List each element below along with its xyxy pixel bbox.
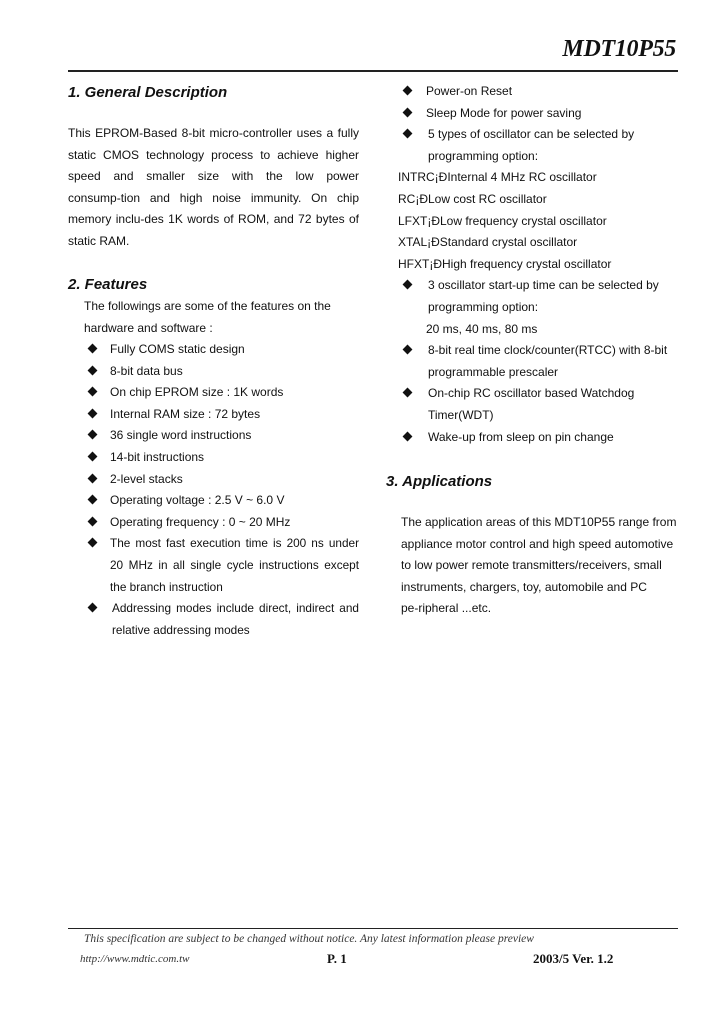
feature-text: 14-bit instructions bbox=[110, 449, 205, 464]
diamond-bullet-icon bbox=[88, 382, 102, 404]
feature-item bbox=[403, 275, 675, 318]
feature-item bbox=[88, 361, 359, 383]
feature-text: Wake-up from sleep on pin change bbox=[428, 429, 614, 444]
feature-item bbox=[88, 469, 359, 491]
applications-heading: 3. Applications bbox=[386, 473, 493, 490]
feature-text: 8-bit real time clock/counter(RTCC) with 8-bit programmable prescaler bbox=[428, 343, 668, 379]
oscillator-types-list bbox=[398, 167, 675, 275]
feature-item bbox=[403, 103, 675, 125]
applications-body bbox=[401, 512, 677, 620]
features-list-continued bbox=[398, 81, 675, 448]
footer-divider bbox=[68, 928, 678, 929]
feature-text: Addressing modes include direct, indirect and relative addressing modes bbox=[112, 601, 359, 637]
diamond-bullet-icon bbox=[403, 383, 417, 426]
diamond-bullet-icon bbox=[88, 361, 102, 383]
oscillator-type: XTAL¡ÐStandard crystal oscillator bbox=[398, 235, 578, 250]
features-intro-line: hardware and software : bbox=[84, 320, 213, 335]
oscillator-type: LFXT¡ÐLow frequency crystal oscillator bbox=[398, 213, 607, 228]
general-line: static CMOS technology process to achieve higher bbox=[68, 147, 359, 162]
feature-text: The most fast execution time is 200 ns under 20 MHz in all single cycle instructions except the branch instruction bbox=[110, 536, 359, 594]
feature-text: Operating frequency : 0 ~ 20 MHz bbox=[110, 514, 291, 529]
applications-line: instruments, chargers, toy, automobile and PC bbox=[401, 579, 647, 594]
diamond-bullet-icon bbox=[88, 598, 102, 641]
feature-text: 5 types of oscillator can be selected by programming option: bbox=[428, 127, 635, 163]
feature-text: Sleep Mode for power saving bbox=[426, 105, 582, 120]
diamond-bullet-icon bbox=[403, 81, 417, 103]
diamond-bullet-icon bbox=[88, 404, 102, 426]
features-intro-line: The followings are some of the features on the bbox=[84, 299, 331, 313]
diamond-bullet-icon bbox=[403, 427, 417, 449]
features-intro bbox=[84, 296, 359, 339]
general-line: static RAM. bbox=[68, 233, 130, 248]
feature-text: 2-level stacks bbox=[110, 471, 183, 486]
document-title: MDT10P55 bbox=[562, 36, 676, 62]
startup-times: 20 ms, 40 ms, 80 ms bbox=[426, 321, 538, 336]
feature-text: Power-on Reset bbox=[426, 84, 513, 98]
general-description-heading: 1. General Description bbox=[68, 84, 228, 101]
oscillator-type: RC¡ÐLow cost RC oscillator bbox=[398, 191, 547, 206]
oscillator-type: INTRC¡ÐInternal 4 MHz RC oscillator bbox=[398, 170, 597, 185]
general-line: consump-tion and high noise immunity. On chip bbox=[68, 190, 359, 205]
feature-item bbox=[88, 598, 359, 641]
oscillator-type: HFXT¡ÐHigh frequency crystal oscillator bbox=[398, 256, 612, 271]
diamond-bullet-icon bbox=[88, 469, 102, 491]
feature-item bbox=[403, 383, 675, 426]
feature-item bbox=[88, 339, 359, 361]
feature-item bbox=[88, 512, 359, 534]
applications-line: to low power remote transmitters/receivers, small bbox=[401, 558, 662, 573]
footer-website-link[interactable]: http://www.mdtic.com.tw bbox=[80, 953, 190, 965]
feature-text: 8-bit data bus bbox=[110, 363, 183, 378]
feature-item bbox=[403, 124, 675, 167]
document-version: 2003/5 Ver. 1.2 bbox=[533, 951, 614, 966]
feature-text: On chip EPROM size : 1K words bbox=[110, 385, 284, 400]
applications-line: The application areas of this MDT10P55 range from bbox=[401, 515, 677, 529]
general-line: This EPROM-Based 8-bit micro-controller uses a fully bbox=[68, 126, 359, 140]
applications-line: appliance motor control and high speed automotive bbox=[401, 536, 674, 551]
feature-text: Internal RAM size : 72 bytes bbox=[110, 406, 261, 421]
feature-item bbox=[88, 447, 359, 469]
diamond-bullet-icon bbox=[88, 339, 102, 361]
features-heading: 2. Features bbox=[68, 276, 148, 293]
diamond-bullet-icon bbox=[88, 512, 102, 534]
feature-text: Fully COMS static design bbox=[110, 342, 245, 356]
feature-item bbox=[88, 404, 359, 426]
diamond-bullet-icon bbox=[403, 340, 417, 383]
general-line: memory inclu-des 1K words of ROM, and 72 bytes of bbox=[68, 212, 359, 227]
general-description-body bbox=[68, 123, 359, 253]
feature-item bbox=[88, 490, 359, 512]
diamond-bullet-icon bbox=[403, 275, 417, 318]
feature-item bbox=[403, 340, 675, 383]
diamond-bullet-icon bbox=[88, 447, 102, 469]
feature-item bbox=[88, 533, 359, 598]
footer-disclaimer: This specification are subject to be changed without notice. Any latest information please preview bbox=[84, 933, 534, 945]
feature-item bbox=[403, 81, 675, 103]
features-list bbox=[88, 339, 359, 641]
general-line: speed and smaller size with the low power bbox=[68, 169, 359, 184]
diamond-bullet-icon bbox=[88, 533, 102, 598]
feature-text: 36 single word instructions bbox=[110, 428, 252, 443]
feature-item bbox=[88, 425, 359, 447]
diamond-bullet-icon bbox=[88, 425, 102, 447]
feature-text: On-chip RC oscillator based Watchdog Timer(WDT) bbox=[428, 386, 635, 422]
diamond-bullet-icon bbox=[403, 124, 417, 167]
page-number: P. 1 bbox=[327, 951, 347, 966]
feature-text: 3 oscillator start-up time can be selected by programming option: bbox=[428, 278, 659, 314]
feature-item bbox=[403, 427, 675, 449]
diamond-bullet-icon bbox=[403, 103, 417, 125]
applications-line: pe-ripheral ...etc. bbox=[401, 601, 492, 616]
feature-text: Operating voltage : 2.5 V ~ 6.0 V bbox=[110, 493, 285, 508]
diamond-bullet-icon bbox=[88, 490, 102, 512]
header-divider bbox=[68, 70, 678, 72]
feature-item bbox=[88, 382, 359, 404]
